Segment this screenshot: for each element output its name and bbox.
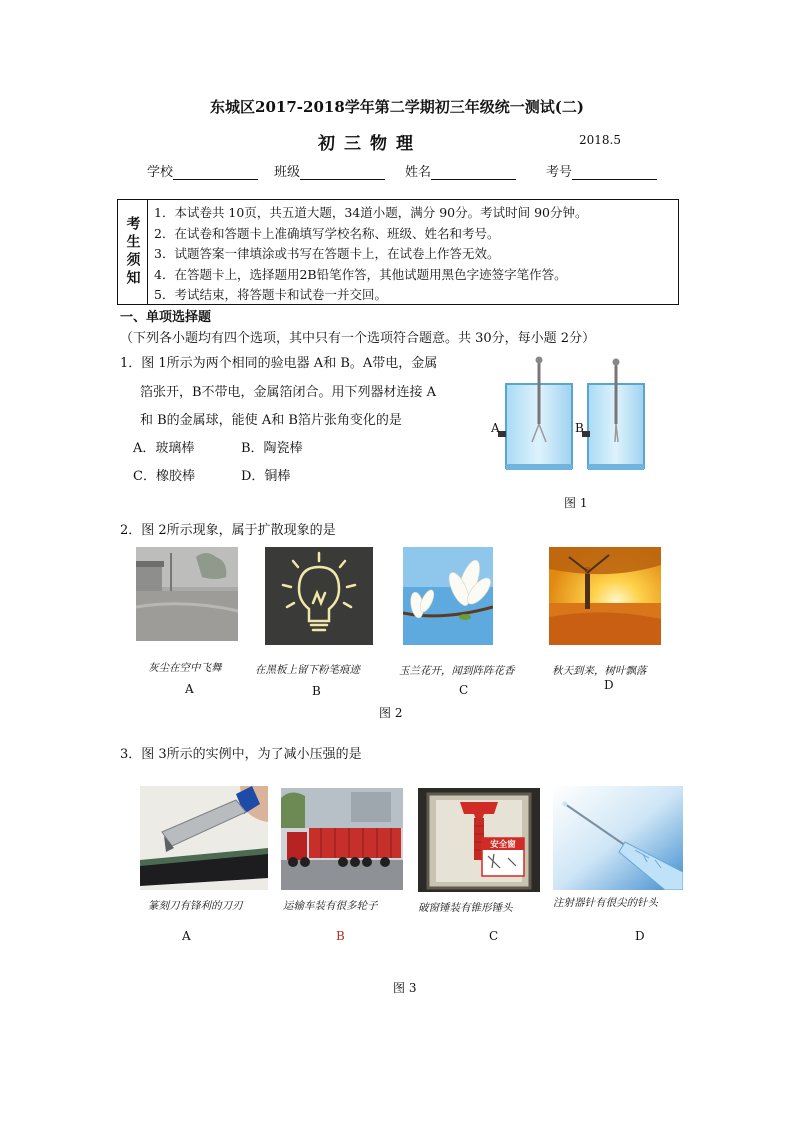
electroscope-b-label: B — [575, 421, 584, 435]
figure-3-label: 图 3 — [393, 981, 417, 995]
exam-date: 2018.5 — [579, 133, 621, 147]
q3-letter-b: B — [336, 929, 345, 943]
q3-caption-d: 注射器针有很尖的针头 — [553, 897, 658, 909]
q1-option-a: A．玻璃棒 — [133, 441, 195, 456]
exam-number-field — [546, 161, 657, 180]
notice-list — [154, 203, 674, 306]
name-label: 姓名 — [405, 165, 432, 180]
class-label: 班级 — [274, 165, 301, 180]
autumn-leaves-photo — [549, 547, 661, 645]
q2-letter-a: A — [185, 682, 194, 696]
carving-knife-photo — [140, 786, 268, 890]
q1-line-3: 和 B的金属球，能使 A和 B箔片张角变化的是 — [140, 413, 402, 428]
school-field — [147, 161, 258, 180]
dust-photo — [136, 547, 238, 641]
q2-letter-b: B — [312, 684, 321, 698]
subject-title: 初三物理 — [318, 134, 422, 154]
q3-letter-d: D — [635, 929, 645, 943]
figure-2-label: 图 2 — [379, 706, 403, 720]
school-label: 学校 — [147, 165, 174, 180]
electroscope-a — [498, 357, 572, 471]
notice-box — [117, 199, 679, 305]
q3-stem: 3．图 3所示的实例中，为了减小压强的是 — [120, 747, 362, 762]
class-blank — [300, 165, 385, 180]
name-blank — [431, 165, 516, 180]
emergency-hammer-photo — [418, 788, 540, 892]
chalk-bulb-photo — [265, 547, 373, 645]
electroscope-a-label: A — [491, 421, 500, 435]
q2-caption-a: 灰尘在空中飞舞 — [148, 662, 222, 674]
q1-line-2: 箔张开，B不带电，金属箔闭合。用下列器材连接 A — [140, 385, 437, 400]
syringe-photo — [553, 786, 683, 890]
q2-caption-c: 玉兰花开，闻到阵阵花香 — [399, 665, 515, 677]
electroscope-figure — [488, 354, 648, 474]
q2-stem: 2．图 2所示现象，属于扩散现象的是 — [120, 523, 336, 538]
safety-window-sign: 安全窗 — [490, 840, 516, 850]
q3-letter-c: C — [489, 929, 499, 943]
exam-title: 东城区2017-2018学年第二学期初三年级统一测试(二) — [210, 98, 584, 116]
q2-caption-b: 在黑板上留下粉笔痕迹 — [255, 664, 360, 676]
section-desc: （下列各小题均有四个选项，其中只有一个选项符合题意。共 30分，每小题 2分） — [120, 331, 596, 346]
exam-number-blank — [572, 165, 657, 180]
notice-item: 3．试题答案一律填涂或书写在答题卡上，在试卷上作答无效。 — [154, 246, 500, 261]
figure-1-label: 图 1 — [564, 496, 588, 510]
q1-option-b: B．陶瓷棒 — [241, 441, 303, 456]
notice-label: 考生须知 — [118, 200, 148, 304]
section-title: 一、单项选择题 — [120, 310, 212, 325]
q1-option-d: D．铜棒 — [241, 469, 291, 484]
notice-item: 5．考试结束，将答题卡和试卷一并交回。 — [154, 287, 387, 302]
q3-caption-b: 运输车装有很多轮子 — [283, 900, 378, 912]
truck-photo — [281, 788, 403, 890]
q1-option-c: C．橡胶棒 — [133, 469, 195, 484]
notice-item: 2．在试卷和答题卡上准确填写学校名称、班级、姓名和考号。 — [154, 225, 500, 241]
q2-letter-c: C — [459, 683, 469, 697]
notice-item: 1．本试卷共 10页，共五道大题，34道小题，满分 90分。考试时间 90分钟。 — [154, 205, 588, 220]
electroscope-b — [582, 359, 644, 471]
q1-line-1: 1．图 1所示为两个相同的验电器 A和 B。A带电，金属 — [120, 356, 438, 371]
name-field — [405, 161, 516, 180]
school-blank — [173, 165, 258, 180]
notice-item: 4．在答题卡上，选择题用2B铅笔作答，其他试题用黑色字迹签字笔作答。 — [154, 266, 567, 282]
q3-letter-a: A — [182, 929, 191, 943]
q3-caption-c: 破窗锤装有锥形锤头 — [418, 902, 513, 914]
section-heading — [120, 307, 680, 349]
q2-caption-d: 秋天到来，树叶飘落 — [552, 665, 647, 677]
q2-letter-d: D — [604, 678, 614, 692]
q3-caption-a: 篆刻刀有锋利的刀刃 — [148, 900, 243, 912]
exam-number-label: 考号 — [546, 165, 573, 180]
class-field — [274, 161, 385, 180]
magnolia-photo — [403, 547, 493, 645]
